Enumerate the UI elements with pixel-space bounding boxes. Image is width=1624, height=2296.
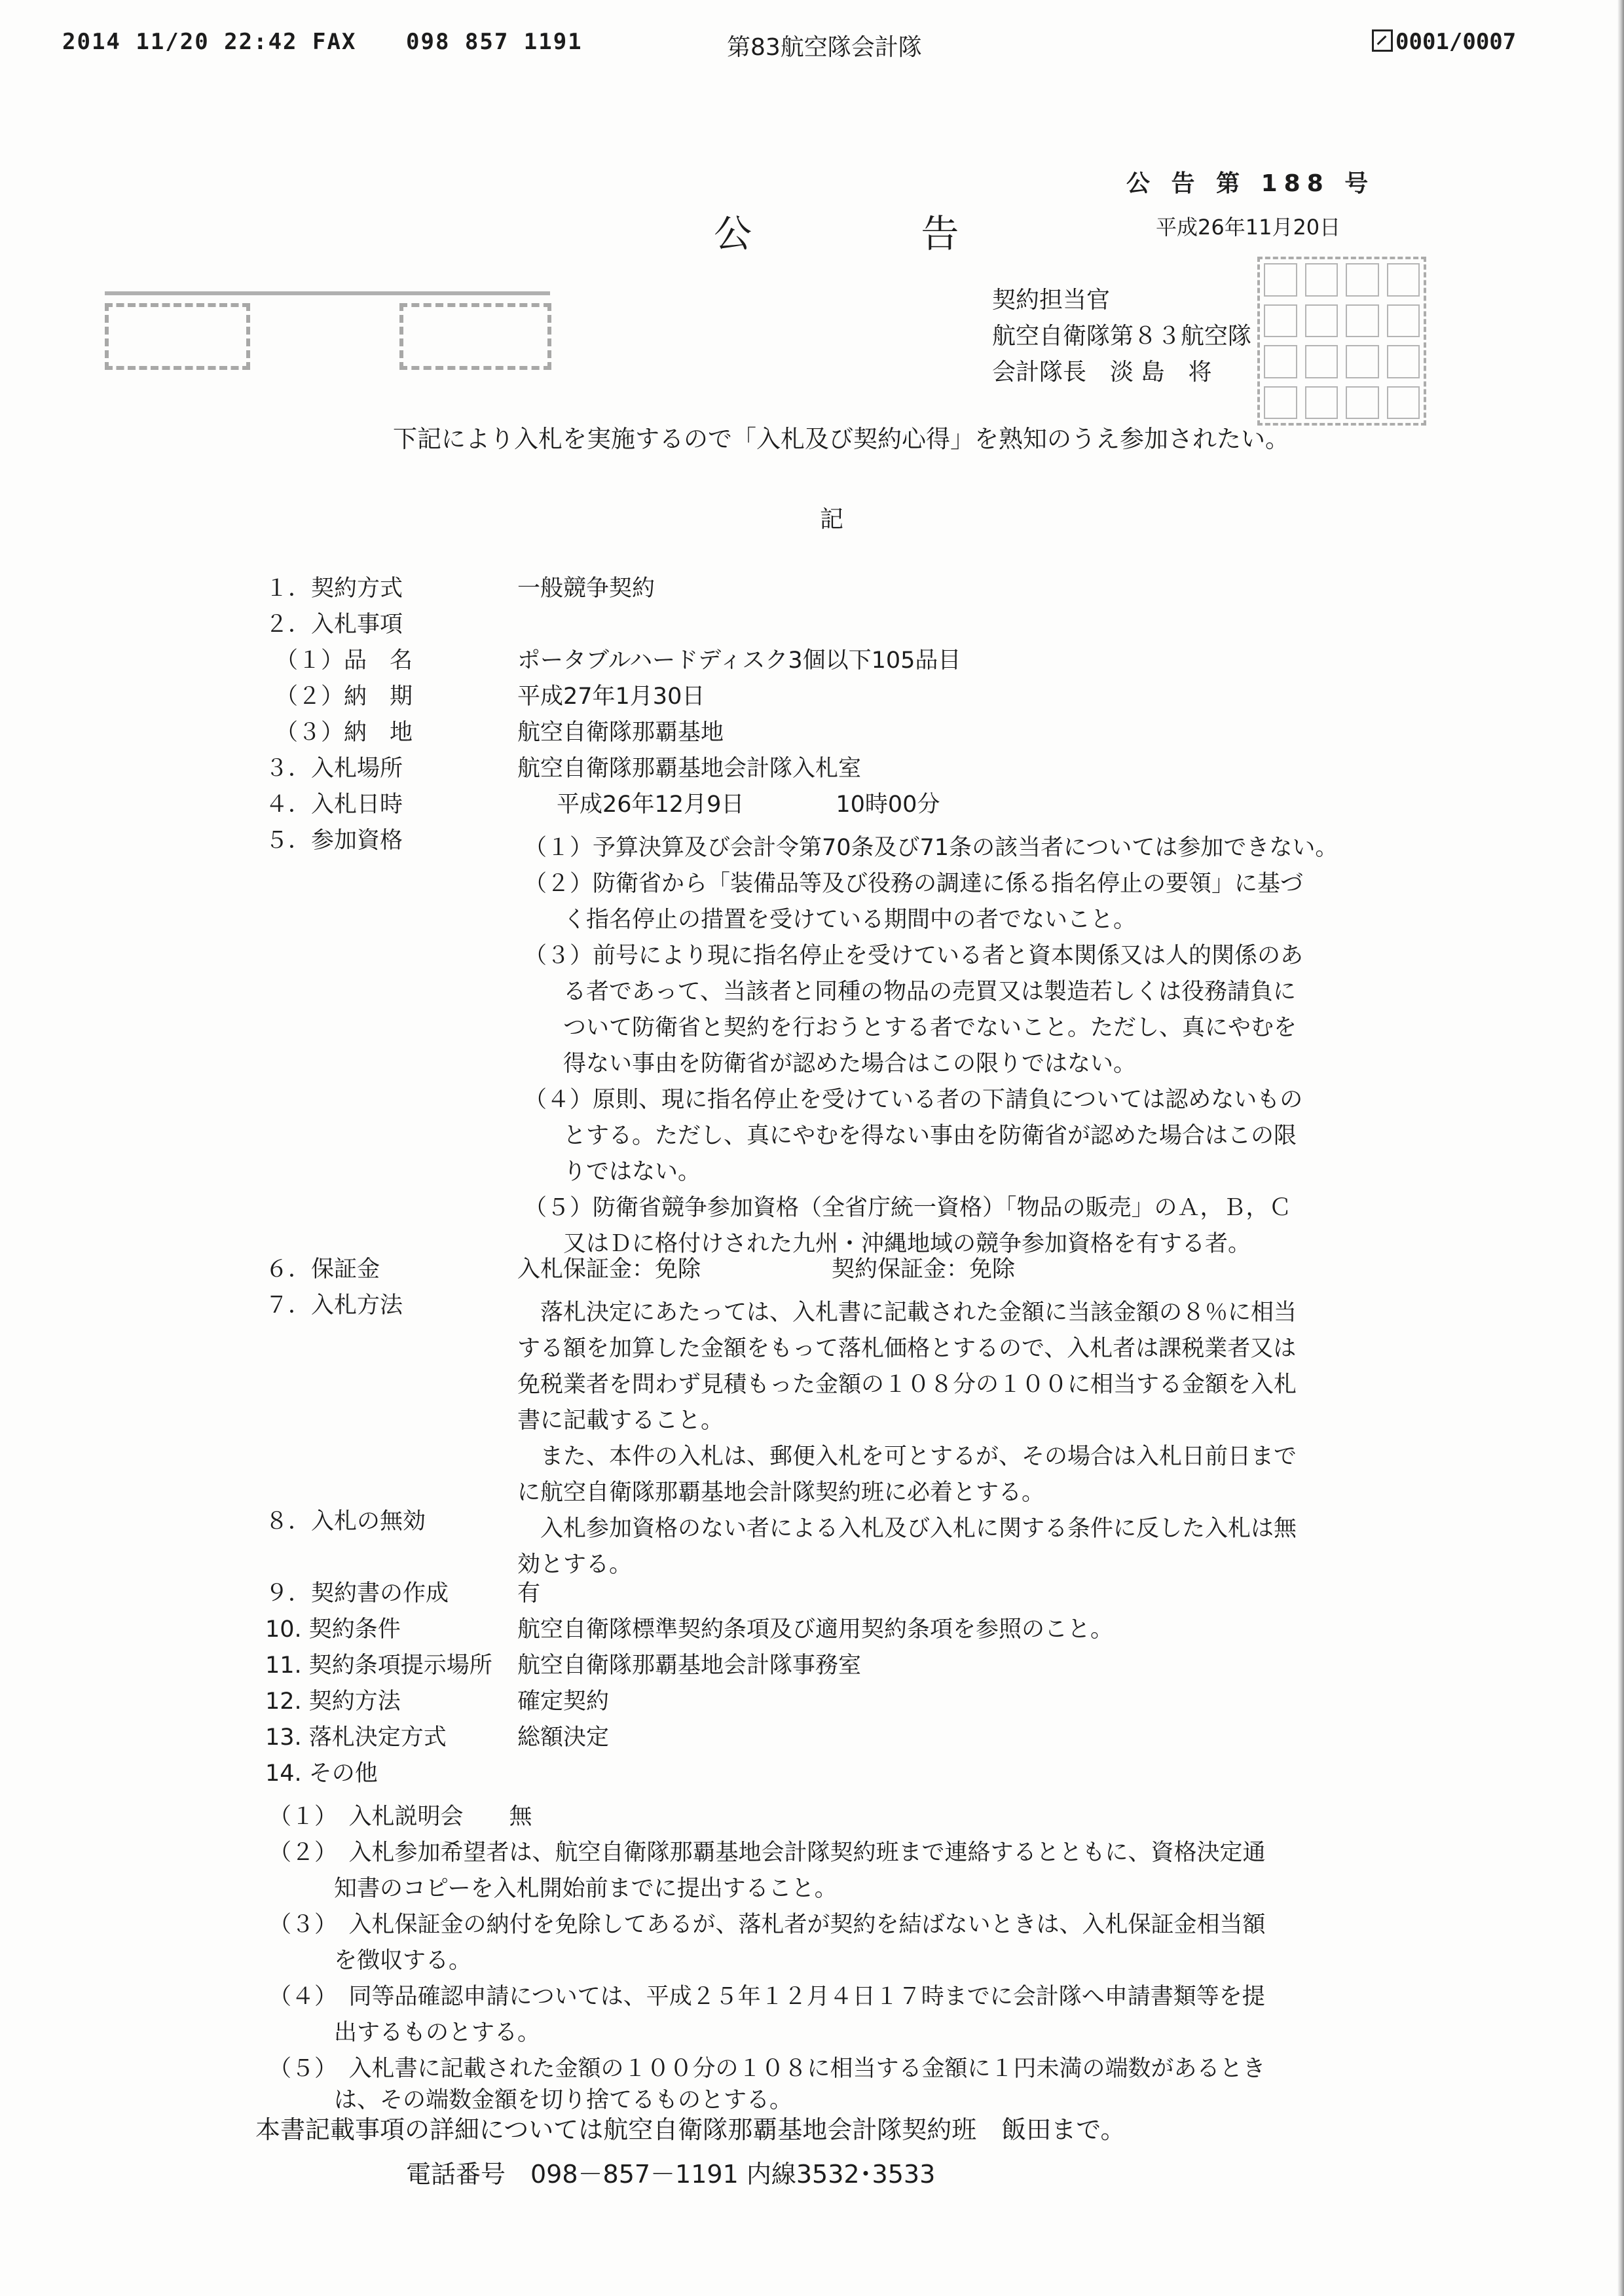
item-label: （１）品 名 [275,647,413,674]
item-label: （２）納 期 [275,683,413,710]
item-value: 有 [517,1580,541,1607]
item-label: 13. 落札決定方式 [265,1724,447,1751]
item-label: ４．入札日時 [265,792,403,818]
item-value: 平成27年1月30日 [517,683,705,710]
officer-title: 契約担当官 [992,287,1111,314]
method-line: 免税業者を問わず見積もった金額の１０８分の１００に相当する金額を入札 [517,1372,1297,1398]
item-value: 航空自衛隊那覇基地会計隊事務室 [517,1652,862,1679]
qualification-line: とする。ただし、真にやむを得ない事由を防衛省が認めた場合はこの限 [563,1123,1297,1149]
phone-number: 電話番号 098－857－1191 内線3532･3533 [406,2160,936,2189]
item-value: ポータブルハードディスク3個以下105品目 [517,647,961,674]
fax-page-icon [1372,29,1393,52]
item-label: ３．入札場所 [265,756,403,782]
qualification-line: 得ない事由を防衛省が認めた場合はこの限りではない。 [563,1051,1137,1077]
other-line: 出するものとする。 [334,2020,541,2046]
item-label: 10. 契約条件 [265,1616,401,1643]
scan-edge [1617,0,1624,2296]
method-line: する額を加算した金額をもって落札価格とするので、入札者は課税業者又は [517,1336,1297,1362]
bid-guarantee: 入札保証金：免除 [517,1256,701,1283]
notice-date: 平成26年11月20日 [1156,215,1341,240]
item-value: 平成26年12月9日 10時00分 [557,792,940,818]
officer-name: 会計隊長 淡 島 将 [992,359,1212,386]
qualification-line: （２）防衛省から「装備品等及び役務の調達に係る指名停止の要領」に基づ [524,871,1304,897]
fax-timestamp: 2014 11/20 22:42 FAX [62,29,357,55]
other-line: を徴収する。 [334,1948,472,1974]
item-label: ７．入札方法 [265,1292,403,1319]
other-line: は、その端数金額を切り捨てるものとする。 [334,2087,793,2113]
fax-number: 098 857 1191 [406,29,583,55]
item-label: ８．入札の無効 [265,1508,426,1535]
item-label: ２．入札事項 [265,611,403,638]
method-line: 落札決定にあたっては、入札書に記載された金額に当該金額の８％に相当 [540,1300,1297,1326]
qualification-line: （５）防衛省競争参加資格（全省庁統一資格）「物品の販売」のＡ，Ｂ，Ｃ [524,1195,1292,1221]
item-label: １．契約方式 [265,575,403,602]
other-line: （３） 入札保証金の納付を免除してあるが、落札者が契約を結ばないときは、入札保証金相当額 [268,1912,1266,1938]
faded-stamp [105,291,550,370]
invalid-line: 入札参加資格のない者による入札及び入札に関する条件に反した入札は無 [540,1516,1297,1542]
method-line: 書に記載すること。 [517,1408,724,1434]
fax-page-label: 0001/0007 [1395,29,1517,55]
item-label: 11. 契約条項提示場所 [265,1652,492,1679]
qualification-line: （１）予算決算及び会計令第70条及び71条の該当者については参加できない。 [524,835,1338,861]
item-value: 総額決定 [517,1724,610,1751]
qualification-line: 又はＤに格付けされた九州・沖縄地域の競争参加資格を有する者。 [563,1231,1251,1257]
invalid-line: 効とする。 [517,1552,633,1578]
item-value: 確定契約 [517,1688,610,1715]
qualification-line: （３）前号により現に指名停止を受けている者と資本関係又は人的関係のあ [524,943,1304,969]
item-label: ９．契約書の作成 [265,1580,449,1607]
other-line: （４） 同等品確認申請については、平成２５年１２月４日１７時までに会計隊へ申請書類等を提 [268,1984,1265,2010]
item-value: 航空自衛隊標準契約条項及び適用契約条項を参照のこと。 [517,1616,1114,1643]
other-line: （２） 入札参加希望者は、航空自衛隊那覇基地会計隊契約班まで連絡するとともに、資格決定通 [268,1840,1266,1866]
officer-unit: 航空自衛隊第８３航空隊 [992,323,1252,350]
fax-sender: 第83航空隊会計隊 [727,34,922,61]
other-line: 知書のコピーを入札開始前までに提出すること。 [334,1876,838,1902]
other-line: （１） 入札説明会 無 [268,1804,532,1830]
qualification-line: りではない。 [563,1159,701,1185]
item-value: 航空自衛隊那覇基地会計隊入札室 [517,756,862,782]
intro-text: 下記により入札を実施するので「入札及び契約心得」を熟知のうえ参加されたい。 [393,425,1289,453]
qualification-line: ついて防衛省と契約を行おうとする者でないこと。ただし、真にやむを [563,1015,1297,1041]
item-label: ５．参加資格 [265,828,403,854]
official-seal [1257,257,1426,426]
item-label: （３）納 地 [275,720,413,746]
other-line: （５） 入札書に記載された金額の１００分の１０８に相当する金額に１円未満の端数があるとき [268,2056,1266,2082]
contract-guarantee: 契約保証金：免除 [832,1256,1016,1283]
qualification-line: る者であって、当該者と同種の物品の売買又は製造若しくは役務請負に [563,979,1296,1005]
qualification-line: く指名停止の措置を受けている期間中の者でないこと。 [563,907,1137,933]
ki-heading: 記 [820,506,844,533]
method-line: に航空自衛隊那覇基地会計隊契約班に必着とする。 [517,1480,1045,1506]
item-value: 航空自衛隊那覇基地 [517,720,724,746]
notice-title: 公 告 [714,211,1038,256]
qualification-line: （４）原則、現に指名停止を受けている者の下請負については認めないもの [524,1087,1303,1113]
method-line: また、本件の入札は、郵便入札を可とするが、その場合は入札日前日まで [540,1444,1297,1470]
notice-number: 公 告 第 188 号 [1126,170,1375,197]
fax-page-number [1372,29,1516,55]
item-value: 一般競争契約 [517,575,655,602]
item-label: 14. その他 [265,1760,378,1787]
item-label: 12. 契約方法 [265,1688,401,1715]
item-label: ６．保証金 [265,1256,380,1283]
contact-info: 本書記載事項の詳細については航空自衛隊那覇基地会計隊契約班 飯田まで。 [255,2115,1126,2144]
